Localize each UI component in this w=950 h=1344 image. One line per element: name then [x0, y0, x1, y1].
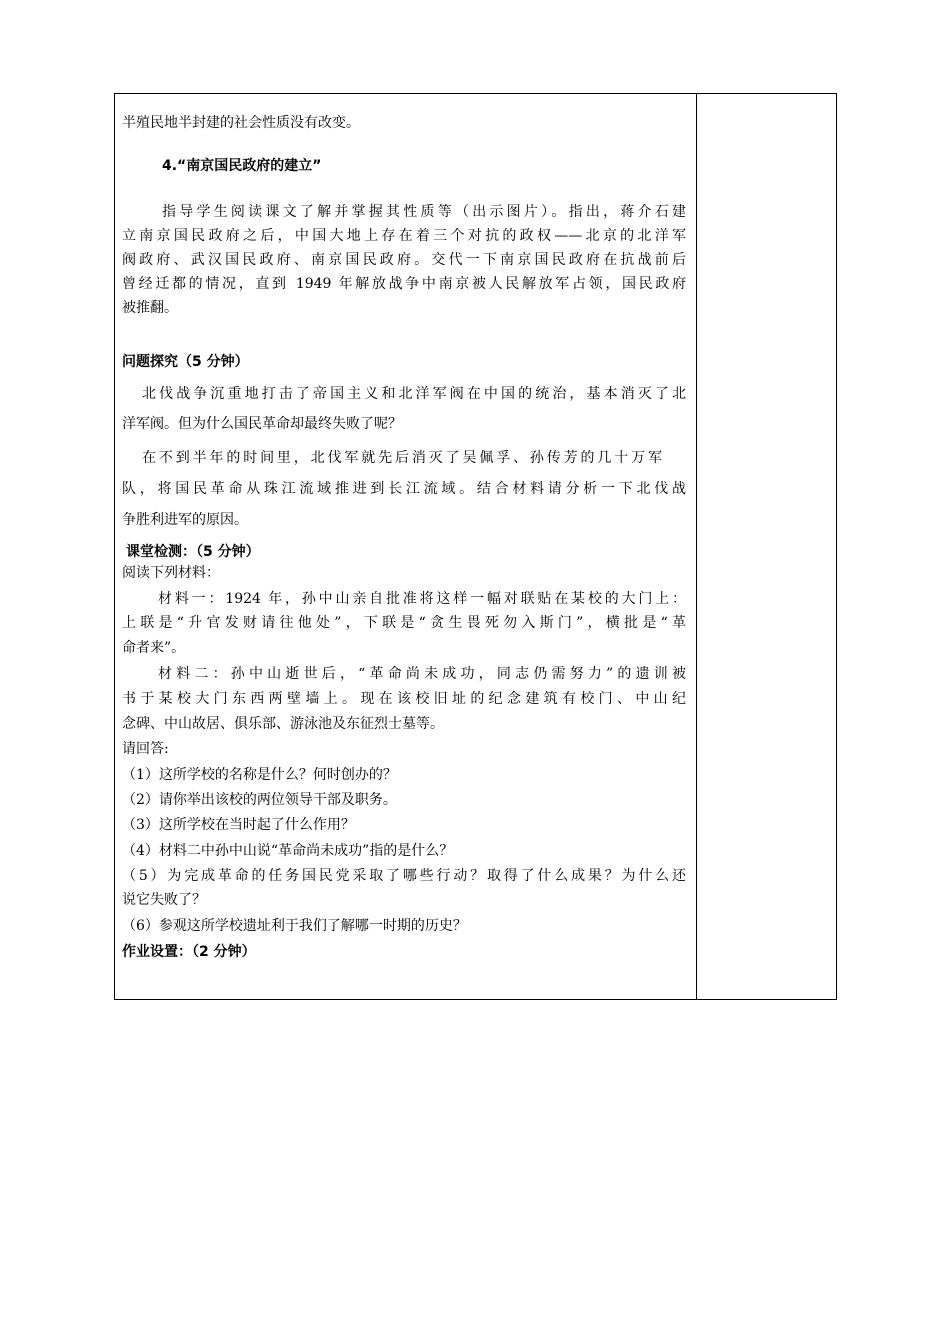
text-line: 争胜利进军的原因。: [122, 512, 248, 528]
text-line: 书于某校大门东西两壁墙上。现在该校旧址的纪念建筑有校门、中山纪: [122, 691, 686, 707]
text-line: 洋军阀。但为什么国民革命却最终失败了呢？: [122, 416, 402, 432]
section-heading-check: 课堂检测：（5 分钟）: [126, 544, 260, 560]
text-line: 阅读下列材料：: [122, 565, 220, 581]
text-line: 曾经迁都的情况，直到 1949 年解放战争中南京被人民解放军占领，国民政府: [122, 276, 686, 292]
text-line: 半殖民地半封建的社会性质没有改变。: [122, 115, 360, 131]
question-item: （2）请你举出该校的两位领导干部及职务。: [122, 792, 397, 808]
section-heading-nanjing: 4.“南京国民政府的建立”: [162, 158, 322, 174]
section-heading-homework: 作业设置：（2 分钟）: [122, 944, 256, 960]
text-line: 队，将国民革命从珠江流域推进到长江流域。结合材料请分析一下北伐战: [122, 481, 686, 497]
lesson-table: [114, 93, 837, 1000]
text-line: 北伐战争沉重地打击了帝国主义和北洋军阀在中国的统治，基本消灭了北: [142, 386, 686, 402]
question-item: （6）参观这所学校遗址利于我们了解哪一时期的历史？: [122, 918, 467, 934]
section-heading-explore: 问题探究（5 分钟）: [122, 354, 249, 370]
question-item: （4）材料二中孙中山说“革命尚未成功”指的是什么？: [122, 843, 454, 859]
text-line: 念碑、中山故居、俱乐部、游泳池及东征烈士墓等。: [122, 716, 444, 732]
text-line: 阀政府、武汉国民政府、南京国民政府。交代一下南京国民政府在抗战前后: [122, 252, 686, 268]
text-line: 材料二：孙中山逝世后，“革命尚未成功，同志仍需努力”的遗训被: [158, 666, 686, 682]
text-line: 命者来”。: [122, 640, 186, 656]
question-item: （5）为完成革命的任务国民党采取了哪些行动？取得了什么成果？为什么还: [122, 868, 686, 884]
answer-prompt: 请回答:: [122, 741, 169, 757]
question-item: （1）这所学校的名称是什么？何时创办的？: [122, 767, 397, 783]
text-line: 上联是“升官发财请往他处”，下联是“贪生畏死勿入斯门”，横批是“革: [122, 615, 686, 631]
notes-cell: [697, 94, 836, 999]
text-line: 被推翻。: [122, 300, 178, 316]
text-line: 材料一：1924 年，孙中山亲自批准将这样一幅对联贴在某校的大门上：: [158, 591, 686, 607]
text-line: 立南京国民政府之后，中国大地上存在着三个对抗的政权——北京的北洋军: [122, 228, 686, 244]
question-item: 说它失败了？: [122, 892, 206, 908]
text-line: 指导学生阅读课文了解并掌握其性质等（出示图片）。指出，蒋介石建: [162, 204, 686, 220]
text-line: 在不到半年的时间里，北伐军就先后消灭了吴佩孚、孙传芳的几十万军: [142, 450, 662, 466]
content-cell: [115, 94, 696, 999]
question-item: （3）这所学校在当时起了什么作用？: [122, 817, 355, 833]
